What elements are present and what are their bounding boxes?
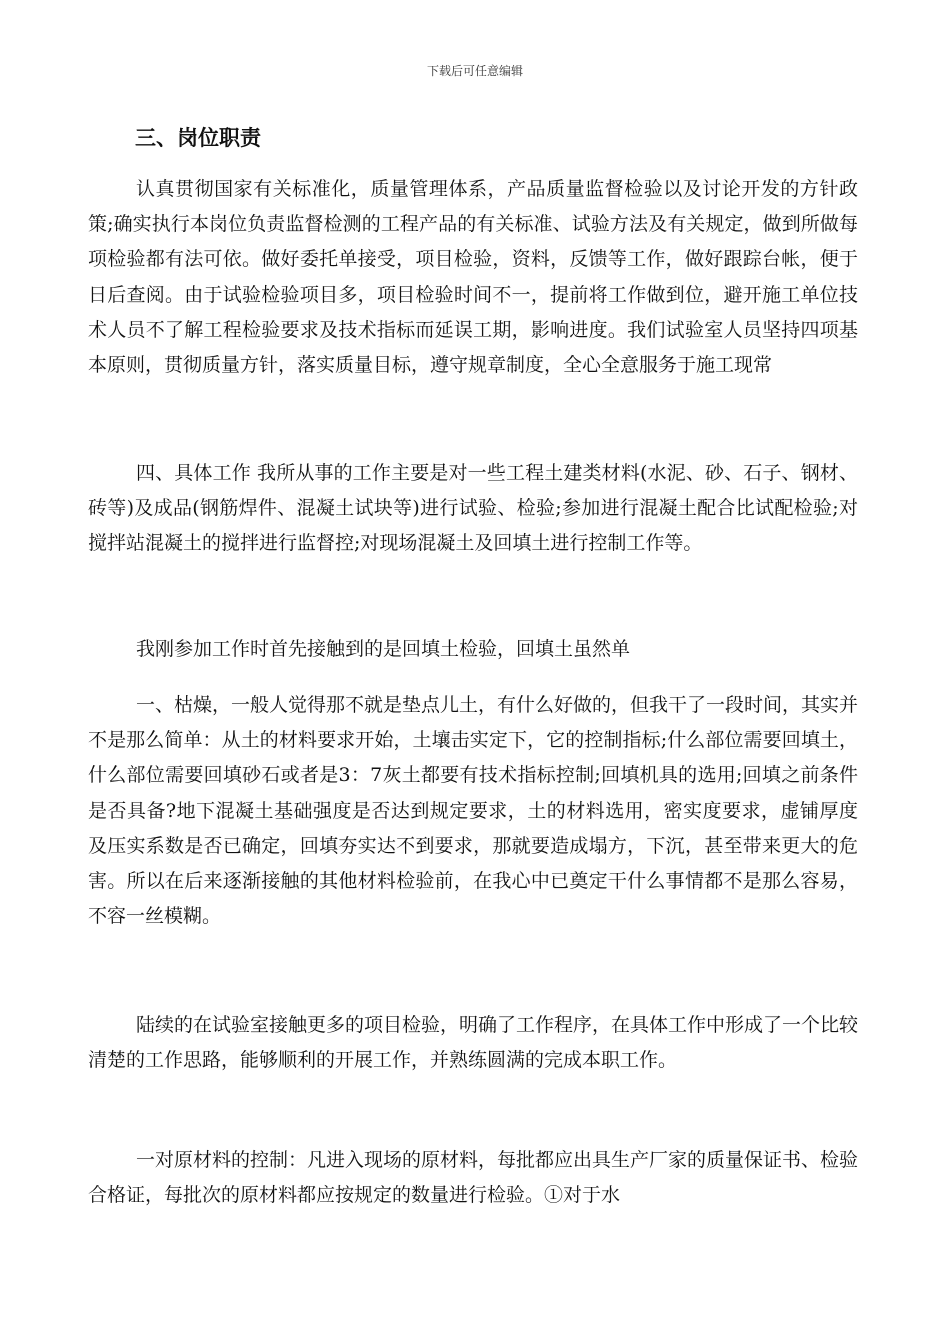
page-header-note: 下载后可任意编辑 (426, 64, 523, 78)
section-heading: 三、岗位职责 (135, 126, 261, 150)
paragraph-4: 一、枯燥，一般人觉得那不就是垫点儿土，有什么好做的，但我干了一段时间，其实并不是那么简单：从土的材料要求开始，土壤击实定下，它的控制指标;什么部位需要回填土，什么部位需要回填砂石或者是3：7灰土都要有技术指标控制;回填机具的选用;回填之前条件是否具备?地下混凝土基础强度是否达到规定要求，土的材料选用，密实度要求，虚铺厚度及压实系数是否已确定，回填夯实达不到要求，那就要造成塌方，下沉，甚至带来更大的危害。所以在后来逐渐接触的其他材料检验前，在我心中已奠定干什么事情都不是那么容易，不容一丝模糊。 (88, 694, 859, 928)
paragraph-1: 认真贯彻国家有关标准化，质量管理体系，产品质量监督检验以及讨论开发的方针政策;确实执行本岗位负责监督检测的工程产品的有关标准、试验方法及有关规定，做到所做每项检验都有法可依。做好委托单接受，项目检验，资料，反馈等工作，做好跟踪台帐，便于日后查阅。由于试验检验项目多，项目检验时间不一，提前将工作做到位，避开施工单位技术人员不了解工程检验要求及技术指标而延误工期，影响进度。我们试验室人员坚持四项基本原则，贯彻质量方针，落实质量目标，遵守规章制度，全心全意服务于施工现常 (88, 178, 858, 377)
paragraph-2: 四、具体工作 我所从事的工作主要是对一些工程土建类材料(水泥、砂、石子、钢材、砖等)及成品(钢筋焊件、混凝土试块等)进行试验、检验;参加进行混凝土配合比试配检验;对搅拌站混凝土的搅拌进行监督控;对现场混凝土及回填土进行控制工作等。 (88, 462, 858, 555)
paragraph-6: 一对原材料的控制：凡进入现场的原材料，每批都应出具生产厂家的质量保证书、检验合格证，每批次的原材料都应按规定的数量进行检验。①对于水 (88, 1149, 859, 1207)
paragraph-3: 我刚参加工作时首先接触到的是回填土检验，回填土虽然单 (136, 638, 631, 660)
paragraph-5: 陆续的在试验室接触更多的项目检验，明确了工作程序，在具体工作中形成了一个比较清楚的工作思路，能够顺利的开展工作，并熟练圆满的完成本职工作。 (88, 1014, 859, 1072)
